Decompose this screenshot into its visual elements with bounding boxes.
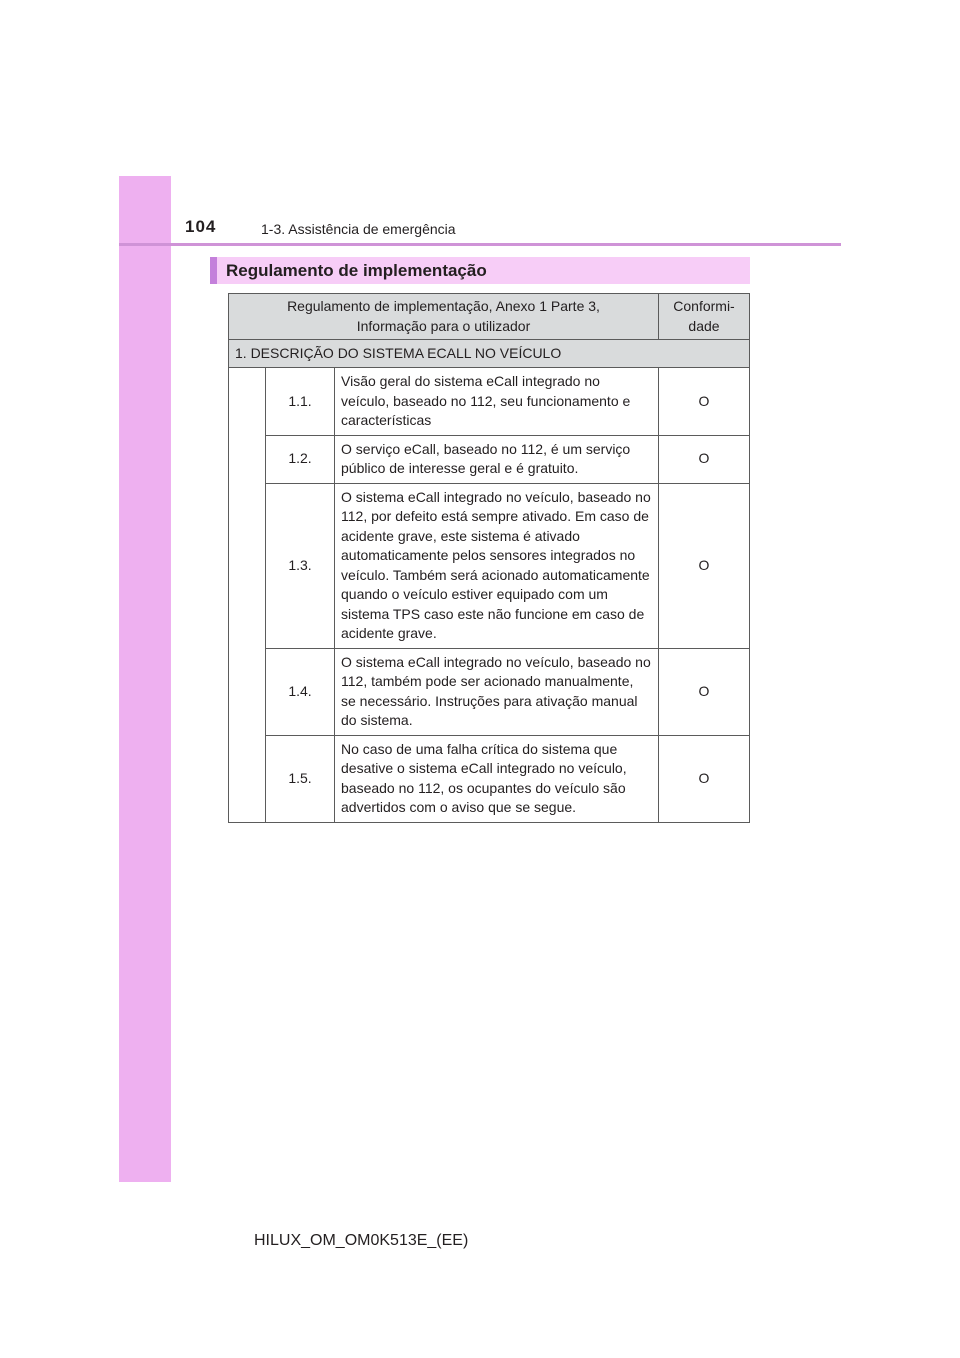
- regulation-table: [228, 293, 750, 823]
- table-row: [229, 735, 750, 822]
- table-row: [229, 435, 750, 483]
- row-number: 1.3.: [266, 483, 335, 648]
- row-conformity: O: [659, 368, 750, 436]
- table-row: [229, 368, 750, 436]
- table-header-main: [229, 294, 659, 340]
- row-conformity: O: [659, 648, 750, 735]
- row-text: O sistema eCall integrado no veículo, baseado no 112, por defeito está sempre ativado. Em caso de acidente grave, este sistema é ativado automaticamente pelos sensores integrados no veículo. Também será acionado automaticamente quando o veículo estiver equipado com um sistema TPS caso este não funcione em caso de acidente grave.: [335, 483, 659, 648]
- table-section-label: 1. DESCRIÇÃO DO SISTEMA ECALL NO VEÍCULO: [229, 340, 750, 368]
- table-header-conformity: [659, 294, 750, 340]
- page-number: 104: [185, 217, 217, 236]
- document-code-footer: HILUX_OM_OM0K513E_(EE): [254, 1232, 469, 1249]
- row-text: O sistema eCall integrado no veículo, baseado no 112, também pode ser acionado manualmente, se necessário. Instruções para ativação manual do sistema.: [335, 648, 659, 735]
- table-section-row: [229, 340, 750, 368]
- table-blank-column: [229, 368, 266, 823]
- row-number: 1.5.: [266, 735, 335, 822]
- row-text: Visão geral do sistema eCall integrado no veículo, baseado no 112, seu funcionamento e características: [335, 368, 659, 436]
- row-text: No caso de uma falha crítica do sistema que desative o sistema eCall integrado no veículo, baseado no 112, os ocupantes do veículo são advertidos com o aviso que se segue.: [335, 735, 659, 822]
- chapter-sidebar-tab: [119, 176, 171, 1182]
- table-header-row: [229, 294, 750, 340]
- section-title: Regulamento de implementação: [210, 257, 750, 284]
- table-header-main-text: Regulamento de implementação, Anexo 1 Parte 3, Informação para o utilizador: [287, 298, 600, 334]
- row-number: 1.1.: [266, 368, 335, 436]
- row-conformity: O: [659, 483, 750, 648]
- row-number: 1.2.: [266, 435, 335, 483]
- row-number: 1.4.: [266, 648, 335, 735]
- table-row: [229, 648, 750, 735]
- chapter-title: 1-3. Assistência de emergência: [261, 221, 456, 237]
- header-rule: [119, 243, 841, 246]
- table-header-conformity-text: Conformi-dade: [673, 298, 735, 334]
- table-row: [229, 483, 750, 648]
- row-text: O serviço eCall, baseado no 112, é um serviço público de interesse geral e é gratuito.: [335, 435, 659, 483]
- row-conformity: O: [659, 435, 750, 483]
- row-conformity: O: [659, 735, 750, 822]
